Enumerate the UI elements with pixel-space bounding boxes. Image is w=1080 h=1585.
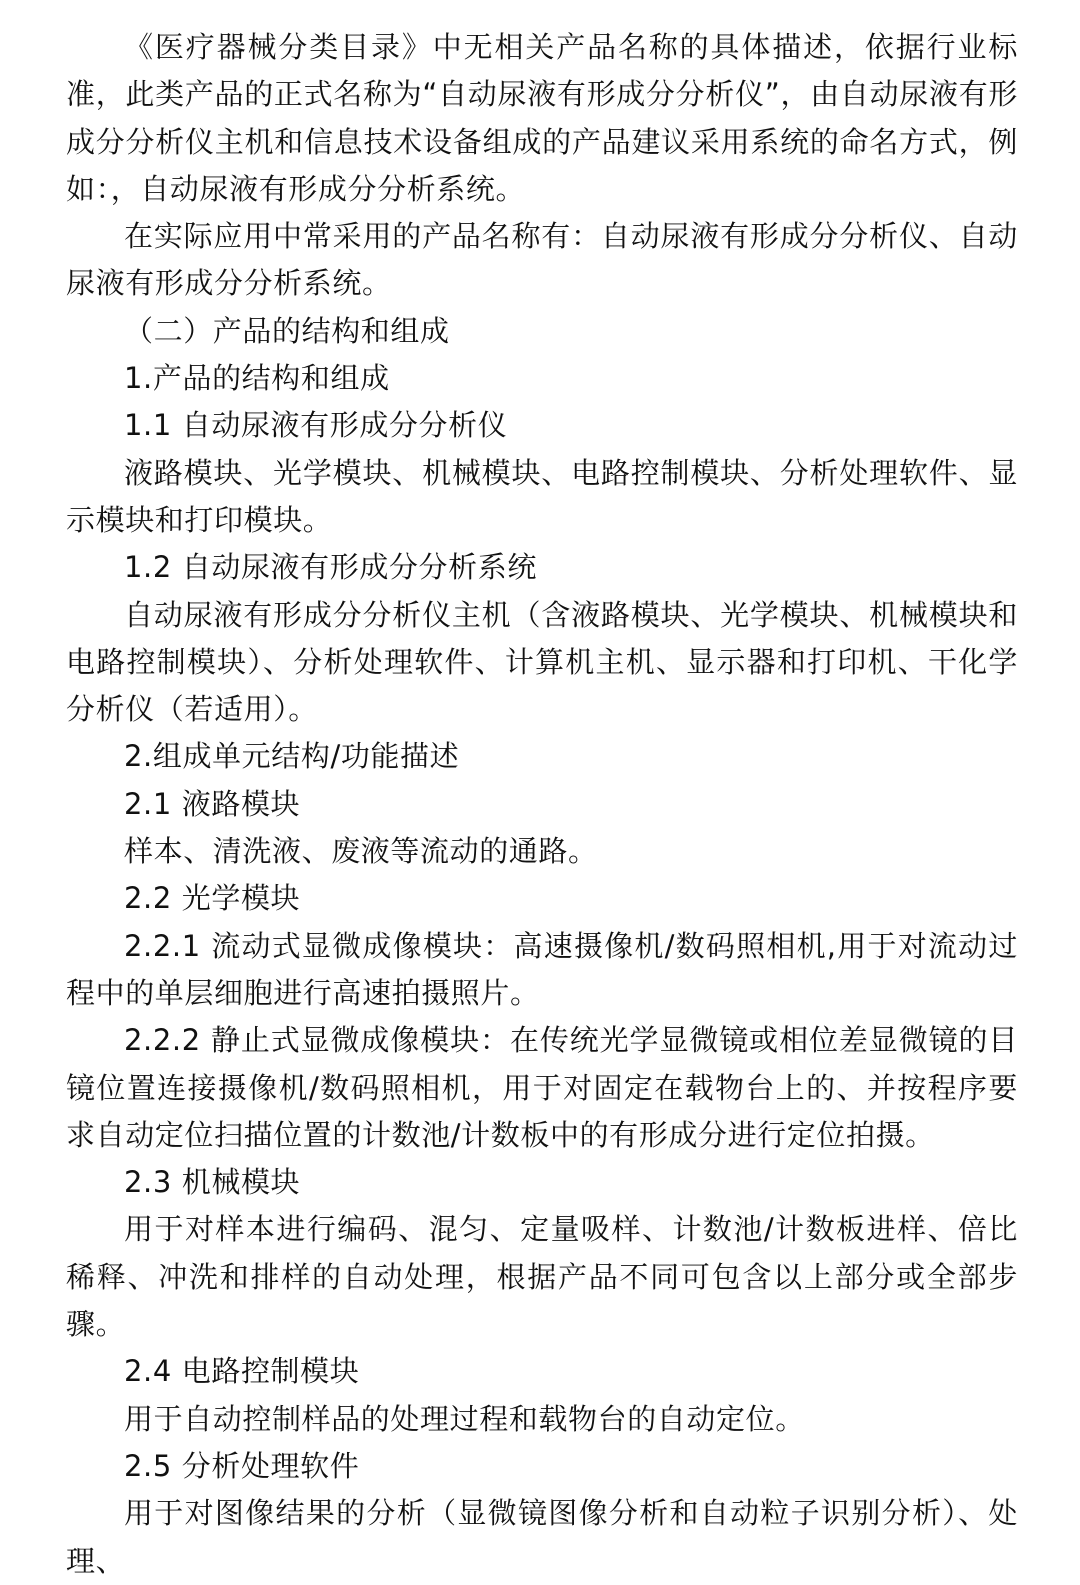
subheading-2-3: 2.3 机械模块 <box>124 1165 301 1200</box>
subheading-2-2: 2.2 光学模块 <box>124 881 301 916</box>
paragraph-flow-imaging: 2.2.1 流动式显微成像模块：高速摄像机/数码照相机,用于对流动过程中的单层细胞进行高速拍摄照片。 <box>66 928 1018 1010</box>
paragraph-product-name-description: 《医疗器械分类目录》中无相关产品名称的具体描述，依据行业标准，此类产品的正式名称为“自动尿液有形成分分析仪”，由自动尿液有形成分分析仪主机和信息技术设备组成的产品建议采用系统的命名方式，例如：，自动尿液有形成分分析系统。 <box>66 30 1018 206</box>
subheading-2-5: 2.5 分析处理软件 <box>124 1448 360 1483</box>
subheading-1: 1.产品的结构和组成 <box>124 361 390 396</box>
paragraph-circuit-module: 用于自动控制样品的处理过程和载物台的自动定位。 <box>124 1401 805 1436</box>
subheading-1-2: 1.2 自动尿液有形成分分析系统 <box>124 550 537 585</box>
subheading-2: 2.组成单元结构/功能描述 <box>124 739 460 774</box>
paragraph-analyzer-modules: 液路模块、光学模块、机械模块、电路控制模块、分析处理软件、显示模块和打印模块。 <box>66 455 1018 537</box>
subheading-2-1: 2.1 液路模块 <box>124 786 301 821</box>
paragraph-analysis-software: 用于对图像结果的分析（显微镜图像分析和自动粒子识别分析）、处理、 <box>66 1496 1018 1578</box>
paragraph-common-names: 在实际应用中常采用的产品名称有：自动尿液有形成分分析仪、自动尿液有形成分分析系统。 <box>66 219 1018 301</box>
paragraph-static-imaging: 2.2.2 静止式显微成像模块：在传统光学显微镜或相位差显微镜的目镜位置连接摄像机/数码照相机，用于对固定在载物台上的、并按程序要求自动定位扫描位置的计数池/计数板中的有形成分进行定位拍摄。 <box>66 1023 1018 1152</box>
subheading-2-4: 2.4 电路控制模块 <box>124 1354 360 1389</box>
paragraph-fluid-module: 样本、清洗液、废液等流动的通路。 <box>124 834 598 869</box>
paragraph-mechanical-module: 用于对样本进行编码、混匀、定量吸样、计数池/计数板进样、倍比稀释、冲洗和排样的自动处理，根据产品不同可包含以上部分或全部步骤。 <box>66 1212 1018 1342</box>
section-heading-structure: （二）产品的结构和组成 <box>124 313 450 348</box>
subheading-1-1: 1.1 自动尿液有形成分分析仪 <box>124 408 508 443</box>
paragraph-system-components: 自动尿液有形成分分析仪主机（含液路模块、光学模块、机械模块和电路控制模块）、分析处理软件、计算机主机、显示器和打印机、干化学分析仪（若适用）。 <box>66 597 1018 727</box>
